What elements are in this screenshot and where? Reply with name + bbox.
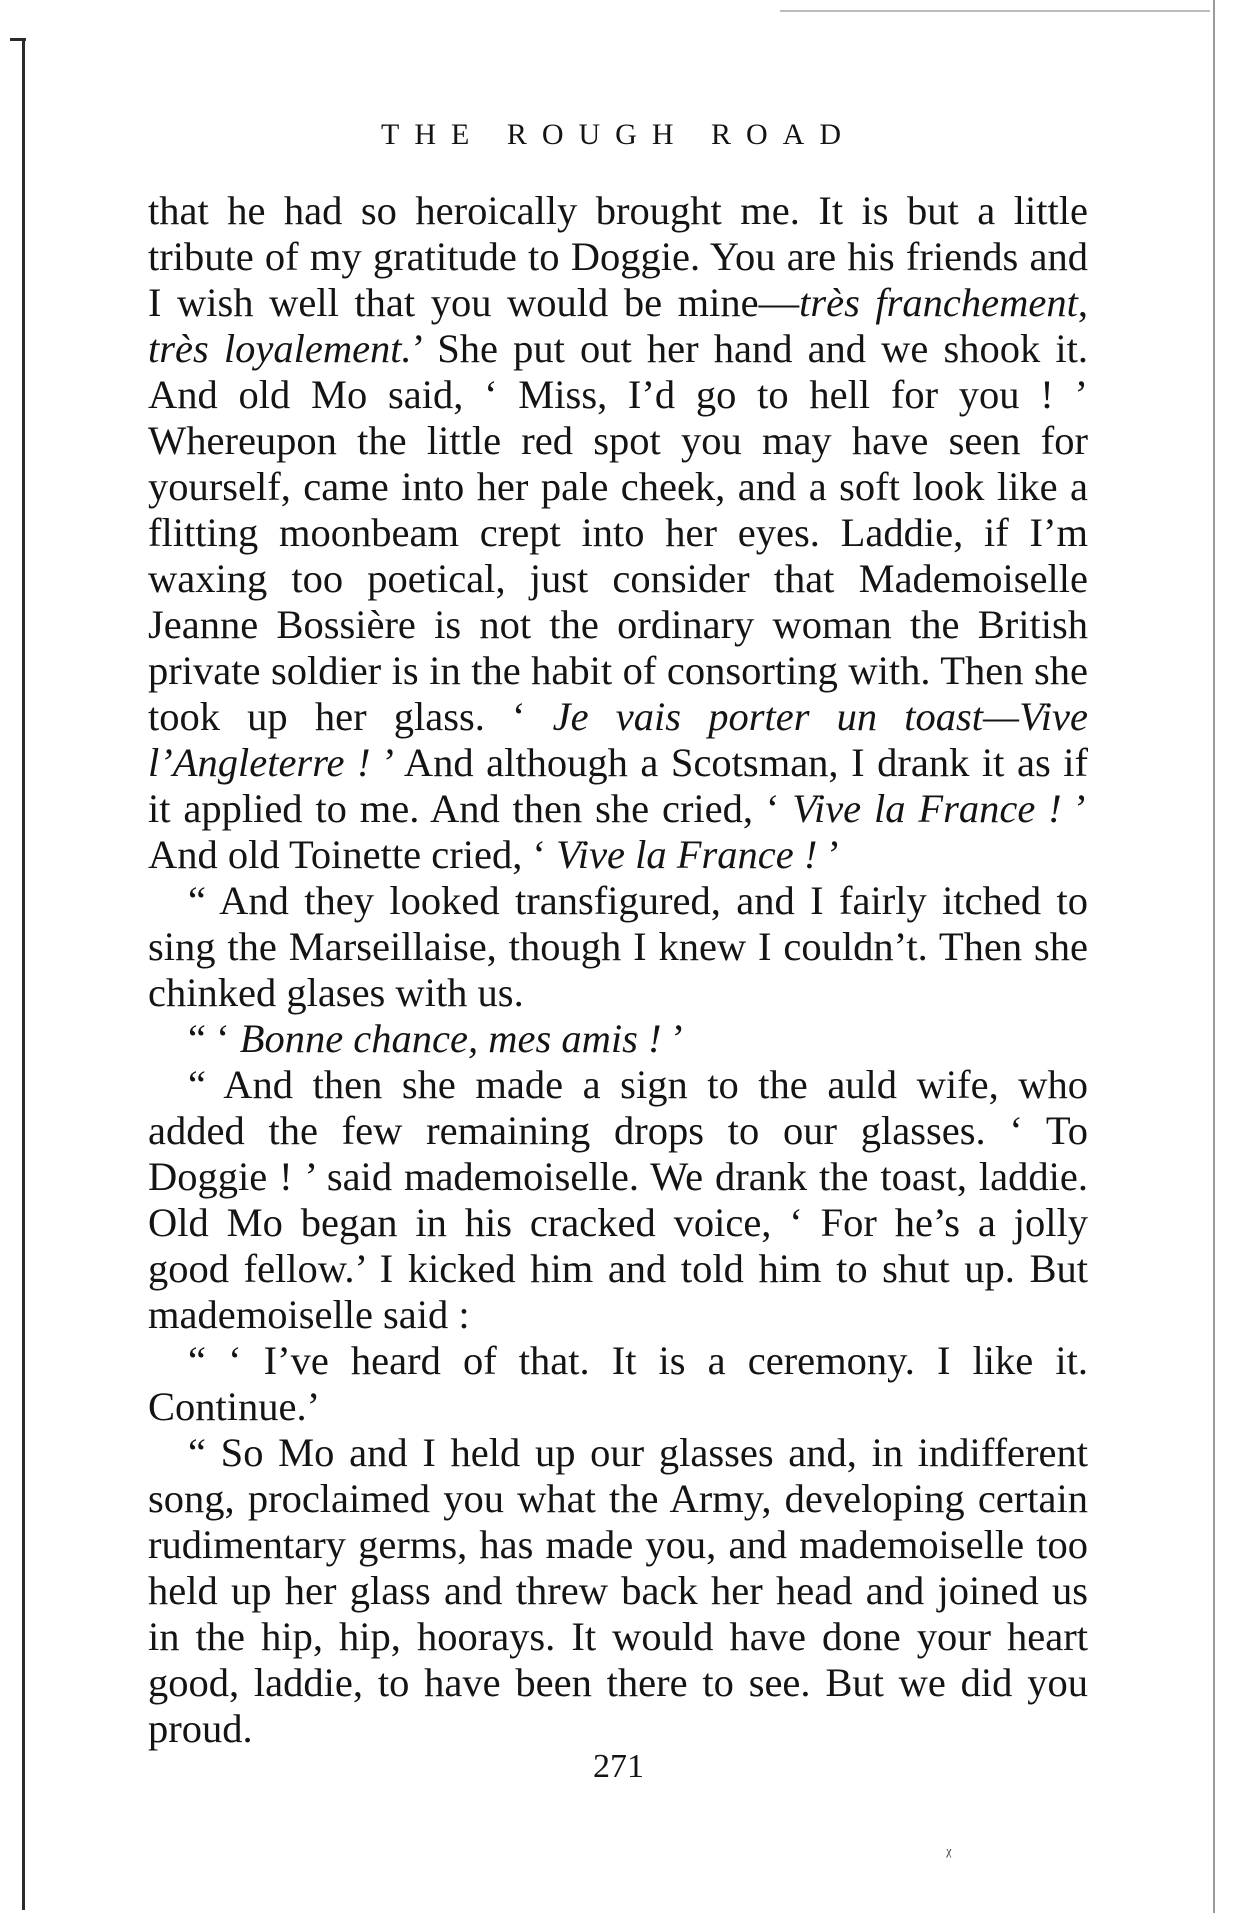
- binding-edge: [22, 40, 25, 1910]
- paragraph-2: [148, 878, 1088, 1016]
- margin-mark: ᵪ: [946, 1836, 952, 1858]
- page-number: 271: [593, 1748, 644, 1785]
- text-run: that he had so heroically brought me. It is but a little tribute of my gratitude to Doggie. You are his friends and I wish well that you would be mine—: [148, 188, 1088, 325]
- paragraph-6: [148, 1430, 1088, 1752]
- italic-run: très franchement: [799, 280, 1078, 325]
- text-run: ,: [1077, 280, 1088, 325]
- paragraph-5: [148, 1338, 1088, 1430]
- italic-run: très loyalement.: [148, 326, 412, 371]
- text-run: “ ‘: [188, 1016, 240, 1061]
- text-run: ’ And old Toinette cried, ‘: [148, 786, 1088, 877]
- text-run: “ And then she made a sign to the auld wife, who added the few remaining drops to our glasses. ‘ To Doggie ! ’ said mademoiselle. We drank the toast, laddie. Old Mo began in his cracked voice, ‘ For he’s a jolly good fellow.’ I kicked him and told him to shut up. But mademoiselle said :: [148, 1062, 1088, 1337]
- paragraph-4: [148, 1062, 1088, 1338]
- page-right-edge: [1213, 0, 1215, 1913]
- body-text: [148, 188, 1088, 1752]
- paragraph-1: [148, 188, 1088, 878]
- italic-run: Bonne chance, mes amis !: [239, 1016, 662, 1061]
- text-run: ’ And although a Scotsman, I drank it as if it applied to me. And then she cried, ‘: [148, 740, 1088, 831]
- text-run: “ So Mo and I held up our glasses and, in indifferent song, proclaimed you what the Army, developing certain rudimentary germs, has made you, and mademoiselle too held up her glass and threw back her head and joined us in the hip, hip, hoorays. It would have done your heart good, laddie, to have been there to see. But we did you proud.: [148, 1430, 1088, 1751]
- italic-run: Vive la France !: [556, 832, 818, 877]
- italic-run: Vive la France !: [792, 786, 1062, 831]
- running-head: THE ROUGH ROAD: [381, 118, 856, 151]
- text-run: ’: [661, 1016, 686, 1061]
- italic-run: Je vais porter un toast—Vive l’Angleterre !: [148, 694, 1088, 785]
- paragraph-3: [148, 1016, 1088, 1062]
- text-run: “ And they looked transfigured, and I fairly itched to sing the Marseillaise, though I knew I couldn’t. Then she chinked glases with us.: [148, 878, 1088, 1015]
- text-run: “ ‘ I’ve heard of that. It is a ceremony. I like it. Continue.’: [148, 1338, 1088, 1429]
- text-run: ’: [817, 832, 841, 877]
- text-run: ’ She put out her hand and we shook it. And old Mo said, ‘ Miss, I’d go to hell for you ! ’ Whereupon the little red spot you may have seen for yourself, came into her pale cheek, and a soft look like a flitting moonbeam crept into her eyes. Laddie, if I’m waxing too poetical, just consider that Mademoiselle Jeanne Bossière is not the ordinary woman the British private soldier is in the habit of consorting with. Then she took up her glass. ‘: [148, 326, 1089, 739]
- page-top-edge: [780, 10, 1210, 12]
